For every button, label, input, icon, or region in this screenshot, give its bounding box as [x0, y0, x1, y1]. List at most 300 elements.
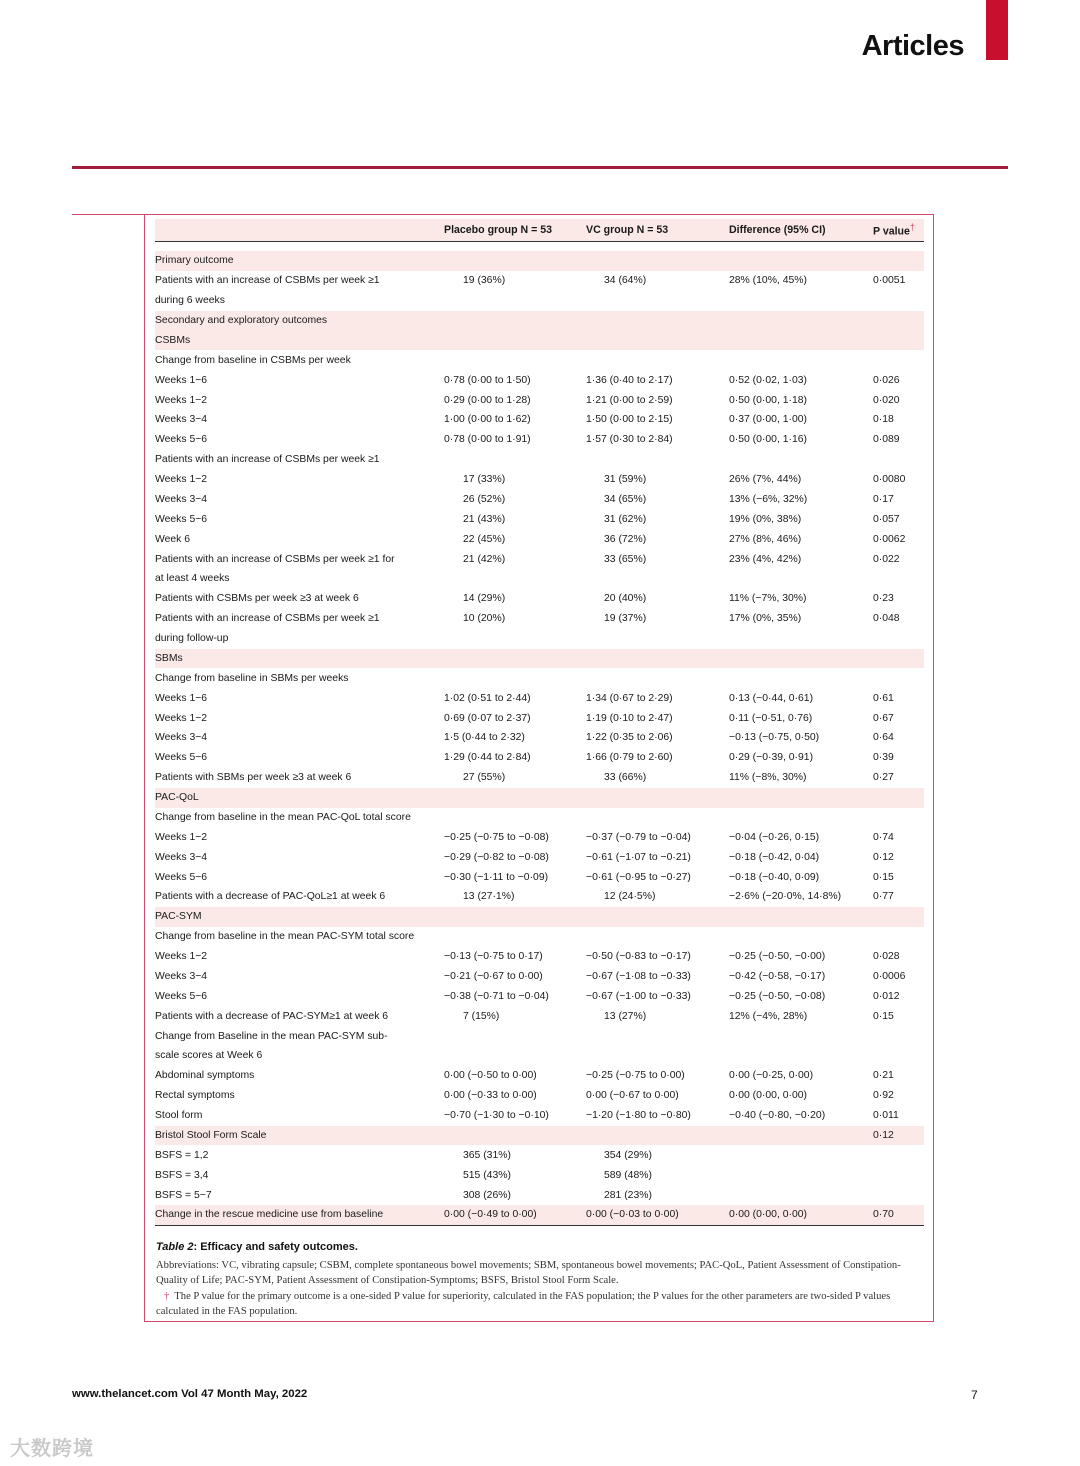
- table-row: [155, 1185, 924, 1205]
- dagger-mark: †: [909, 222, 915, 233]
- p-value: [873, 311, 924, 331]
- difference-value: 11% (−8%, 30%): [729, 772, 807, 784]
- vc-value: 1·66 (0·79 to 2·60): [586, 752, 673, 764]
- row-label: Change from Baseline in the mean PAC-SYM sub-: [155, 1030, 388, 1042]
- placebo-value: 1·00 (0·00 to 1·62): [444, 414, 531, 426]
- difference-value: −0·25 (−0·50, −0·08): [729, 990, 826, 1002]
- table-row: [155, 649, 924, 669]
- p-value: 0·0006: [873, 970, 906, 982]
- vc-value: 1·19 (0·10 to 2·47): [586, 712, 673, 724]
- placebo-value: [444, 649, 586, 669]
- table-row: [155, 490, 924, 510]
- table-row: [155, 1126, 924, 1146]
- table-row: [155, 808, 924, 828]
- p-value: 0·022: [873, 553, 900, 565]
- header-pvalue: P value†: [873, 219, 924, 242]
- difference-value: [729, 1046, 873, 1066]
- vc-value: [586, 1126, 729, 1146]
- p-value: 0·18: [873, 414, 894, 426]
- placebo-value: 0·29 (0·00 to 1·28): [444, 394, 531, 406]
- p-value: 0·057: [873, 513, 900, 525]
- table-row: [155, 1006, 924, 1026]
- difference-value: [729, 907, 873, 927]
- vc-value: 31 (62%): [604, 513, 647, 525]
- p-value: 0·67: [873, 712, 894, 724]
- table-row: [155, 1026, 924, 1046]
- row-label: at least 4 weeks: [155, 573, 230, 585]
- row-label: Patients with an increase of CSBMs per week ≥1: [155, 275, 380, 287]
- header-rule: [72, 166, 1008, 169]
- difference-value: 0·11 (−0·51, 0·76): [729, 712, 813, 724]
- placebo-value: 0·00 (−0·50 to 0·00): [444, 1070, 537, 1082]
- watermark-logo: 大数跨境: [10, 1438, 94, 1460]
- row-label: Weeks 5−6: [155, 990, 208, 1002]
- page-number: 7: [971, 1388, 978, 1402]
- table-body: [155, 242, 924, 1226]
- p-value: [873, 1185, 924, 1205]
- difference-value: −0·42 (−0·58, −0·17): [729, 970, 826, 982]
- difference-value: 19% (0%, 38%): [729, 513, 802, 525]
- difference-value: 0·29 (−0·39, 0·91): [729, 752, 814, 764]
- footer-journal: www.thelancet.com Vol 47 Month May, 2022: [72, 1388, 308, 1400]
- vc-value: [586, 569, 729, 589]
- vc-value: [586, 450, 729, 470]
- p-value: 0·028: [873, 951, 900, 963]
- row-label: during 6 weeks: [155, 295, 225, 307]
- outcomes-table: [155, 219, 924, 1226]
- row-label: Rectal symptoms: [155, 1090, 235, 1102]
- difference-value: −0·18 (−0·40, 0·09): [729, 871, 820, 883]
- vc-value: 1·21 (0·00 to 2·59): [586, 394, 673, 406]
- row-label: Bristol Stool Form Scale: [155, 1126, 444, 1146]
- vc-value: −0·50 (−0·83 to −0·17): [586, 951, 691, 963]
- vc-value: 12 (24·5%): [604, 891, 656, 903]
- difference-value: [729, 1126, 873, 1146]
- table-header-row: [155, 219, 924, 242]
- placebo-value: [444, 1046, 586, 1066]
- placebo-value: 0·78 (0·00 to 1·50): [444, 374, 531, 386]
- difference-value: [729, 450, 873, 470]
- row-label: Patients with a decrease of PAC-QoL≥1 at week 6: [155, 891, 386, 903]
- vc-value: 281 (23%): [604, 1189, 652, 1201]
- row-label: Change from baseline in CSBMs per week: [155, 354, 351, 366]
- table-row: [155, 311, 924, 331]
- vc-value: −1·20 (−1·80 to −0·80): [586, 1110, 691, 1122]
- difference-value: 0·50 (0·00, 1·16): [729, 434, 807, 446]
- p-value: [873, 291, 924, 311]
- row-label: Patients with CSBMs per week ≥3 at week 6: [155, 593, 359, 605]
- p-value: [873, 331, 924, 351]
- table-row: [155, 291, 924, 311]
- p-value: 0·15: [873, 1010, 894, 1022]
- difference-value: −0·13 (−0·75, 0·50): [729, 732, 820, 744]
- table-row: [155, 768, 924, 788]
- vc-value: 36 (72%): [604, 533, 647, 545]
- placebo-value: [444, 1026, 586, 1046]
- row-label: Weeks 3−4: [155, 851, 208, 863]
- vc-value: [586, 668, 729, 688]
- vc-value: −0·37 (−0·79 to −0·04): [586, 831, 691, 843]
- header-vc: VC group N = 53: [586, 219, 729, 242]
- row-label: during follow-up: [155, 633, 229, 645]
- difference-value: 28% (10%, 45%): [729, 275, 807, 287]
- vc-value: 31 (59%): [604, 474, 647, 486]
- difference-value: 17% (0%, 35%): [729, 613, 802, 625]
- row-label: BSFS = 5−7: [155, 1189, 212, 1201]
- placebo-value: 21 (42%): [463, 553, 506, 565]
- table-row: [155, 1205, 924, 1225]
- placebo-value: 365 (31%): [463, 1149, 511, 1161]
- vc-value: 1·50 (0·00 to 2·15): [586, 414, 673, 426]
- p-value: [873, 1165, 924, 1185]
- row-label: Weeks 3−4: [155, 414, 208, 426]
- vc-value: [586, 629, 729, 649]
- difference-value: 12% (−4%, 28%): [729, 1010, 808, 1022]
- caption-footnote: † The P value for the primary outcome is a one-sided P value for superiority, calculated in the FAS population; the P values for the other parameters are two-sided P values calculated in the FAS population.: [156, 1290, 891, 1317]
- table-row: [155, 450, 924, 470]
- row-label: Change from baseline in SBMs per weeks: [155, 672, 349, 684]
- placebo-value: −0·25 (−0·75 to −0·08): [444, 831, 549, 843]
- vc-value: [586, 1026, 729, 1046]
- row-label: Weeks 5−6: [155, 871, 208, 883]
- placebo-value: [444, 311, 586, 331]
- table-row: [155, 867, 924, 887]
- placebo-value: [444, 569, 586, 589]
- row-label: PAC-QoL: [155, 788, 444, 808]
- p-value: 0·64: [873, 732, 894, 744]
- table-row: [155, 728, 924, 748]
- vc-value: 13 (27%): [604, 1010, 647, 1022]
- difference-value: [729, 668, 873, 688]
- placebo-value: [444, 907, 586, 927]
- p-value: 0·026: [873, 374, 900, 386]
- difference-value: [729, 331, 873, 351]
- p-value: [873, 450, 924, 470]
- difference-value: 13% (−6%, 32%): [729, 493, 808, 505]
- table-row: [155, 1165, 924, 1185]
- placebo-value: 7 (15%): [463, 1010, 500, 1022]
- difference-value: −0·40 (−0·80, −0·20): [729, 1110, 826, 1122]
- difference-value: 0·00 (0·00, 0·00): [729, 1090, 807, 1102]
- placebo-value: [444, 668, 586, 688]
- p-value: 0·0080: [873, 474, 906, 486]
- caption-abbreviations: Abbreviations: VC, vibrating capsule; CSBM, complete spontaneous bowel movements; SBM, spontaneous bowel movements; PAC-QoL, Patient Assessment of Constipation-Quality of Life; PAC-SYM, Patient Assessment of Constipation-Symptoms; BSFS, Bristol Stool Form Scale.: [156, 1259, 901, 1286]
- table-row: [155, 350, 924, 370]
- row-label: Weeks 1−2: [155, 831, 208, 843]
- p-value: [873, 1046, 924, 1066]
- difference-value: [729, 291, 873, 311]
- difference-value: [729, 1165, 873, 1185]
- difference-value: [729, 1145, 873, 1165]
- table-row: [155, 1066, 924, 1086]
- difference-value: 0·50 (0·00, 1·18): [729, 394, 807, 406]
- row-label: Weeks 3−4: [155, 970, 208, 982]
- table-row: [155, 847, 924, 867]
- vc-value: 0·00 (−0·03 to 0·00): [586, 1205, 729, 1225]
- p-value: [873, 1026, 924, 1046]
- difference-value: 0·37 (0·00, 1·00): [729, 414, 807, 426]
- vc-value: 34 (64%): [604, 275, 647, 287]
- placebo-value: −0·70 (−1·30 to −0·10): [444, 1110, 549, 1122]
- difference-value: [729, 788, 873, 808]
- row-label: Weeks 5−6: [155, 434, 208, 446]
- table-row: [155, 827, 924, 847]
- vc-value: −0·61 (−0·95 to −0·27): [586, 871, 691, 883]
- p-value: [873, 907, 924, 927]
- placebo-value: 26 (52%): [463, 493, 506, 505]
- row-label: Secondary and exploratory outcomes: [155, 311, 444, 331]
- vc-value: [586, 350, 729, 370]
- row-label: Primary outcome: [155, 251, 444, 271]
- table-row: [155, 430, 924, 450]
- difference-value: −2·6% (−20·0%, 14·8%): [729, 891, 842, 903]
- placebo-value: 0·78 (0·00 to 1·91): [444, 434, 531, 446]
- difference-value: −0·25 (−0·50, −0·00): [729, 951, 826, 963]
- p-value: [873, 668, 924, 688]
- placebo-value: 17 (33%): [463, 474, 506, 486]
- row-label: Weeks 1−2: [155, 474, 208, 486]
- row-label: Change from baseline in the mean PAC-SYM total score: [155, 931, 415, 943]
- placebo-value: 19 (36%): [463, 275, 506, 287]
- placebo-value: [444, 291, 586, 311]
- difference-value: −0·18 (−0·42, 0·04): [729, 851, 820, 863]
- row-label: Weeks 1−6: [155, 374, 208, 386]
- table-row: [155, 748, 924, 768]
- vc-value: [586, 788, 729, 808]
- table-row: [155, 370, 924, 390]
- placebo-value: [444, 808, 586, 828]
- placebo-value: −0·38 (−0·71 to −0·04): [444, 990, 549, 1002]
- difference-value: [729, 927, 873, 947]
- table-row: [155, 589, 924, 609]
- difference-value: 0·00 (0·00, 0·00): [729, 1205, 873, 1225]
- table-row: [155, 569, 924, 589]
- difference-value: [729, 311, 873, 331]
- placebo-value: [444, 927, 586, 947]
- table-row: [155, 788, 924, 808]
- row-label: PAC-SYM: [155, 907, 444, 927]
- header-difference: Difference (95% CI): [729, 219, 873, 242]
- placebo-value: 308 (26%): [463, 1189, 511, 1201]
- p-value: 0·0062: [873, 533, 906, 545]
- section-title: Articles: [861, 30, 964, 62]
- table-row: [155, 1086, 924, 1106]
- caption-title: Table 2: Efficacy and safety outcomes.: [156, 1241, 358, 1253]
- placebo-value: 515 (43%): [463, 1169, 511, 1181]
- row-label: Weeks 5−6: [155, 513, 208, 525]
- row-label: Patients with an increase of CSBMs per week ≥1: [155, 454, 380, 466]
- vc-value: [586, 311, 729, 331]
- vc-value: [586, 291, 729, 311]
- table-row: [155, 1145, 924, 1165]
- placebo-value: −0·21 (−0·67 to 0·00): [444, 970, 543, 982]
- vc-value: −0·67 (−1·08 to −0·33): [586, 970, 691, 982]
- placebo-value: [444, 251, 586, 271]
- p-value: 0·74: [873, 831, 894, 843]
- row-label: Patients with SBMs per week ≥3 at week 6: [155, 772, 352, 784]
- table-row: [155, 967, 924, 987]
- table-row: [155, 1046, 924, 1066]
- difference-value: 27% (8%, 46%): [729, 533, 802, 545]
- difference-value: 0·00 (−0·25, 0·00): [729, 1070, 814, 1082]
- p-value: [873, 350, 924, 370]
- placebo-value: −0·13 (−0·75 to 0·17): [444, 951, 543, 963]
- table-row: [155, 529, 924, 549]
- row-label: Week 6: [155, 533, 191, 545]
- table-row: [155, 708, 924, 728]
- p-value: 0·12: [873, 851, 894, 863]
- table-row: [155, 1106, 924, 1126]
- placebo-value: 10 (20%): [463, 613, 506, 625]
- row-label: Weeks 5−6: [155, 752, 208, 764]
- row-label: Weeks 1−2: [155, 712, 208, 724]
- placebo-value: 21 (43%): [463, 513, 506, 525]
- p-value: [873, 1145, 924, 1165]
- vc-value: −0·25 (−0·75 to 0·00): [586, 1070, 685, 1082]
- vc-value: 34 (65%): [604, 493, 647, 505]
- p-value: 0·089: [873, 434, 900, 446]
- header-placebo: Placebo group N = 53: [444, 219, 586, 242]
- p-value: 0·39: [873, 752, 894, 764]
- row-label: CSBMs: [155, 331, 444, 351]
- vc-value: 354 (29%): [604, 1149, 652, 1161]
- p-value: 0·61: [873, 692, 894, 704]
- p-value: [873, 927, 924, 947]
- difference-value: 11% (−7%, 30%): [729, 593, 807, 605]
- p-value: 0·12: [873, 1126, 924, 1146]
- table-row: [155, 549, 924, 569]
- row-label: Patients with an increase of CSBMs per week ≥1 for: [155, 553, 395, 565]
- placebo-value: 14 (29%): [463, 593, 506, 605]
- vc-value: 19 (37%): [604, 613, 647, 625]
- table-row: [155, 331, 924, 351]
- row-label: Abdominal symptoms: [155, 1070, 255, 1082]
- p-value: 0·15: [873, 871, 894, 883]
- p-value: 0·21: [873, 1070, 894, 1082]
- vc-value: [586, 251, 729, 271]
- p-value: 0·012: [873, 990, 900, 1002]
- table-row: [155, 887, 924, 907]
- p-value: [873, 629, 924, 649]
- p-value: 0·020: [873, 394, 900, 406]
- vc-value: [586, 649, 729, 669]
- difference-value: [729, 569, 873, 589]
- vc-value: [586, 808, 729, 828]
- placebo-value: 0·00 (−0·33 to 0·00): [444, 1090, 537, 1102]
- table-row: [155, 986, 924, 1006]
- vc-value: 1·36 (0·40 to 2·17): [586, 374, 673, 386]
- p-value: 0·0051: [873, 275, 906, 287]
- vc-value: 589 (48%): [604, 1169, 652, 1181]
- table-row: [155, 251, 924, 271]
- difference-value: [729, 350, 873, 370]
- p-value: 0·17: [873, 493, 894, 505]
- placebo-value: [444, 450, 586, 470]
- p-value: 0·23: [873, 593, 894, 605]
- placebo-value: [444, 331, 586, 351]
- p-value: [873, 569, 924, 589]
- placebo-value: 22 (45%): [463, 533, 506, 545]
- placebo-value: 13 (27·1%): [463, 891, 515, 903]
- p-value: [873, 808, 924, 828]
- difference-value: [729, 1026, 873, 1046]
- p-value: [873, 251, 924, 271]
- table-caption: [156, 1240, 926, 1320]
- vc-value: [586, 1046, 729, 1066]
- vc-value: [586, 907, 729, 927]
- row-label: scale scores at Week 6: [155, 1050, 263, 1062]
- row-label: SBMs: [155, 649, 444, 669]
- row-label: Weeks 3−4: [155, 493, 208, 505]
- vc-value: −0·67 (−1·00 to −0·33): [586, 990, 691, 1002]
- difference-value: 23% (4%, 42%): [729, 553, 802, 565]
- row-label: BSFS = 1,2: [155, 1149, 209, 1161]
- p-value: 0·011: [873, 1110, 899, 1122]
- table-row: [155, 271, 924, 291]
- table-row: [155, 947, 924, 967]
- placebo-value: 0·69 (0·07 to 2·37): [444, 712, 531, 724]
- row-label: Stool form: [155, 1110, 203, 1122]
- table-row: [155, 927, 924, 947]
- difference-value: [729, 649, 873, 669]
- vc-value: 20 (40%): [604, 593, 647, 605]
- table-row: [155, 509, 924, 529]
- placebo-value: 0·00 (−0·49 to 0·00): [444, 1205, 586, 1225]
- vc-value: 1·57 (0·30 to 2·84): [586, 434, 673, 446]
- row-label: Weeks 1−2: [155, 951, 208, 963]
- row-label: BSFS = 3,4: [155, 1169, 209, 1181]
- table-row: [155, 688, 924, 708]
- placebo-value: −0·29 (−0·82 to −0·08): [444, 851, 549, 863]
- table-row: [155, 629, 924, 649]
- placebo-value: 1·02 (0·51 to 2·44): [444, 692, 531, 704]
- difference-value: 0·13 (−0·44, 0·61): [729, 692, 814, 704]
- p-value: 0·92: [873, 1090, 894, 1102]
- vc-value: 33 (65%): [604, 553, 647, 565]
- row-label: Weeks 3−4: [155, 732, 208, 744]
- placebo-value: 1·5 (0·44 to 2·32): [444, 732, 525, 744]
- difference-value: [729, 1185, 873, 1205]
- placebo-value: [444, 788, 586, 808]
- spacer-row: [155, 242, 924, 252]
- table-row: [155, 470, 924, 490]
- vc-value: [586, 927, 729, 947]
- placebo-value: [444, 350, 586, 370]
- row-label: Change in the rescue medicine use from baseline: [155, 1205, 444, 1225]
- p-value: 0·048: [873, 613, 900, 625]
- difference-value: −0·04 (−0·26, 0·15): [729, 831, 820, 843]
- section-tab: [986, 0, 1008, 60]
- p-value: [873, 788, 924, 808]
- table-row: [155, 668, 924, 688]
- table-row: [155, 390, 924, 410]
- placebo-value: [444, 629, 586, 649]
- row-label: Patients with a decrease of PAC-SYM≥1 at week 6: [155, 1010, 389, 1022]
- vc-value: −0·61 (−1·07 to −0·21): [586, 851, 691, 863]
- placebo-value: 1·29 (0·44 to 2·84): [444, 752, 531, 764]
- vc-value: 0·00 (−0·67 to 0·00): [586, 1090, 679, 1102]
- difference-value: 0·52 (0·02, 1·03): [729, 374, 807, 386]
- header-outcome: [155, 219, 444, 242]
- difference-value: [729, 251, 873, 271]
- vc-value: 1·22 (0·35 to 2·06): [586, 732, 673, 744]
- table-row: [155, 410, 924, 430]
- frame-lead-line: [72, 214, 144, 215]
- placebo-value: 27 (55%): [463, 772, 506, 784]
- row-label: Change from baseline in the mean PAC-QoL total score: [155, 811, 411, 823]
- vc-value: [586, 331, 729, 351]
- table-row: [155, 907, 924, 927]
